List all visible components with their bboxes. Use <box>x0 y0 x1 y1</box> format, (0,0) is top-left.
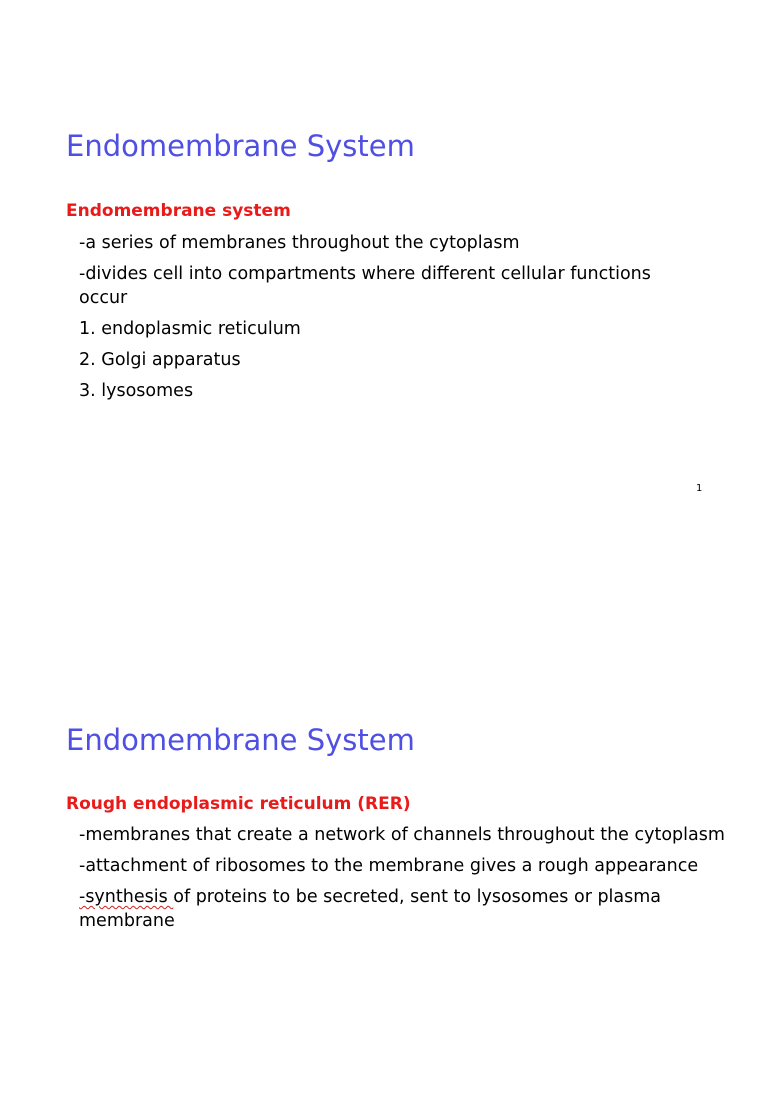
list-item: -divides cell into compartments where different cellular functions occur <box>79 264 651 308</box>
bullet-list <box>79 823 739 940</box>
slide-1 <box>0 0 768 512</box>
spellcheck-underlined-word: -synthesis <box>79 887 174 907</box>
list-item: -a series of membranes throughout the cytoplasm <box>79 233 520 253</box>
section-heading: Endomembrane system <box>66 201 291 221</box>
list-item: -attachment of ribosomes to the membrane gives a rough appearance <box>79 856 699 876</box>
section-heading: Rough endoplasmic reticulum (RER) <box>66 794 411 814</box>
slide-title: Endomembrane System <box>66 723 415 757</box>
slide-2 <box>0 594 768 1106</box>
list-item: 3. lysosomes <box>79 381 194 401</box>
slide-title: Endomembrane System <box>66 129 415 163</box>
list-item: -membranes that create a network of channels throughout the cytoplasm <box>79 825 725 845</box>
list-item <box>79 885 739 933</box>
list-item: 1. endoplasmic reticulum <box>79 319 301 339</box>
list-item: 2. Golgi apparatus <box>79 350 241 370</box>
bullet-list <box>79 231 689 410</box>
page-number: 1 <box>696 483 703 494</box>
list-item-text: of proteins to be secreted, sent to lysosomes or plasma membrane <box>79 887 662 931</box>
